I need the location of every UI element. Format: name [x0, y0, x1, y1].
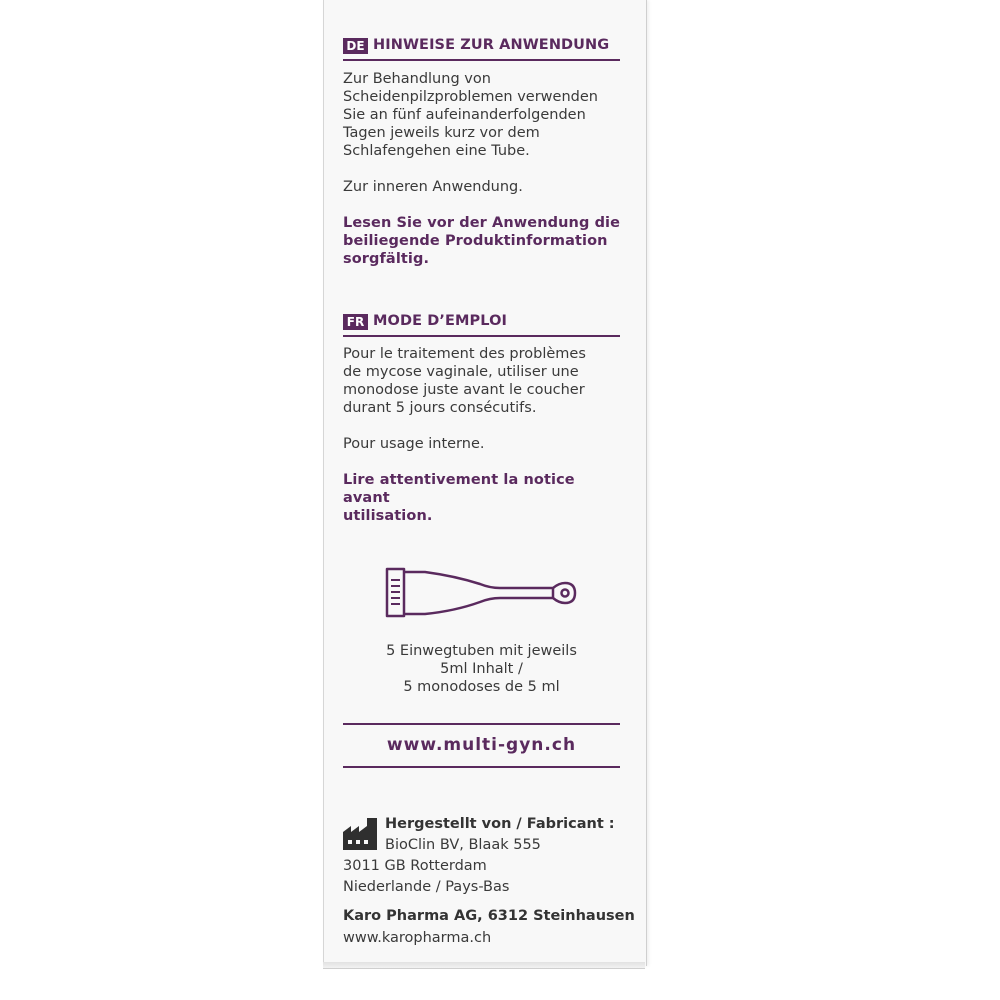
fr-language-badge: FR [343, 314, 368, 330]
de-instruction-line: Sie an fünf aufeinanderfolgenden [343, 107, 586, 123]
fr-instructions [343, 345, 623, 417]
de-instruction-line: Schlafengehen eine Tube. [343, 143, 530, 159]
de-usage: Zur inneren Anwendung. [343, 179, 523, 195]
fr-instruction-line: de mycose vaginale, utiliser une [343, 364, 579, 380]
distributor-url[interactable]: www.karopharma.ch [343, 930, 492, 946]
distributor-name: Karo Pharma AG, 6312 Steinhausen [343, 908, 635, 924]
package-bottom-edge [323, 962, 645, 969]
package-contents [343, 642, 620, 696]
de-instruction-line: Scheidenpilzproblemen verwenden [343, 89, 598, 105]
de-warning-line: sorgfältig. [343, 251, 430, 267]
fr-instruction-line: monodose juste avant le coucher [343, 382, 585, 398]
de-warning [343, 214, 623, 268]
contents-line: 5 Einwegtuben mit jeweils [386, 643, 577, 659]
divider-bottom [343, 766, 620, 768]
tube-icon [385, 566, 580, 620]
website-link[interactable]: www.multi-gyn.ch [386, 735, 577, 755]
factory-icon [343, 818, 379, 850]
de-warning-line: beiliegende Produktinformation [343, 233, 608, 249]
fr-warning-line: utilisation. [343, 508, 433, 524]
fr-section-header [343, 313, 620, 337]
manufacturer-label: Hergestellt von / Fabricant : [385, 816, 615, 832]
fr-instruction-line: Pour le traitement des problèmes [343, 346, 586, 362]
de-section-header [343, 37, 620, 61]
fr-warning [343, 471, 623, 525]
de-instructions [343, 70, 623, 160]
fr-warning-line: Lire attentivement la notice avant [343, 472, 575, 506]
de-instruction-line: Zur Behandlung von [343, 71, 491, 87]
fr-instruction-line: durant 5 jours consécutifs. [343, 400, 537, 416]
de-language-badge: DE [343, 38, 368, 54]
fr-usage: Pour usage interne. [343, 436, 485, 452]
manufacturer-address-line: 3011 GB Rotterdam [343, 858, 487, 874]
divider-top [343, 723, 620, 725]
fr-section-title: MODE D’EMPLOI [373, 313, 507, 329]
contents-line: 5ml Inhalt / [440, 661, 523, 677]
de-section-title: HINWEISE ZUR ANWENDUNG [373, 37, 610, 53]
manufacturer-address-line: BioClin BV, Blaak 555 [385, 837, 541, 853]
manufacturer-address-line: Niederlande / Pays-Bas [343, 879, 510, 895]
de-instruction-line: Tagen jeweils kurz vor dem [343, 125, 540, 141]
contents-line: 5 monodoses de 5 ml [403, 679, 560, 695]
de-warning-line: Lesen Sie vor der Anwendung die [343, 215, 621, 231]
